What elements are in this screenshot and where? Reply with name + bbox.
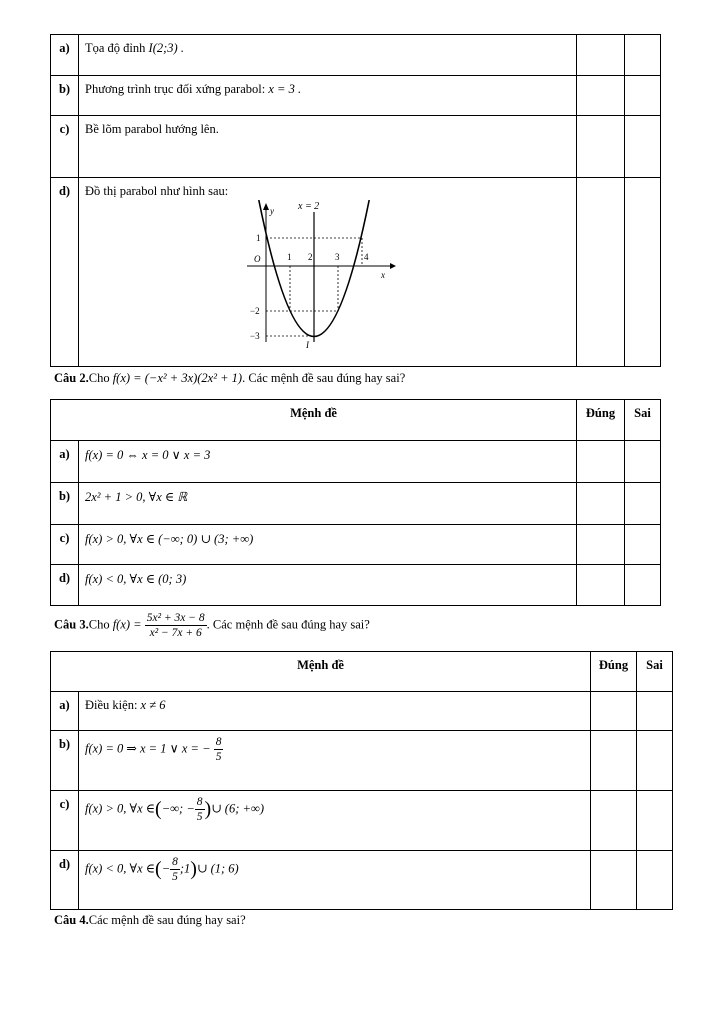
- table-row: [51, 76, 661, 116]
- header-sai: Sai: [637, 652, 673, 692]
- y-tick: 1: [256, 233, 261, 243]
- table-row: [51, 35, 661, 76]
- row-text: Điều kiện:: [85, 698, 141, 712]
- row-label: a): [51, 692, 79, 731]
- sai-cell[interactable]: [637, 692, 673, 731]
- row-math: f(x) > 0, ∀x ∈: [85, 801, 156, 816]
- sai-cell[interactable]: [637, 731, 673, 791]
- row-math: x = 3 .: [268, 82, 302, 96]
- row-text: Tọa độ đỉnh: [85, 41, 149, 55]
- row-label: c): [51, 791, 79, 851]
- question-formula: f(x) = (−x² + 3x)(2x² + 1): [112, 371, 243, 385]
- x-tick: 3: [335, 252, 340, 262]
- row-text: Đồ thị parabol như hình sau:: [85, 184, 229, 198]
- question-4: [54, 913, 246, 928]
- dung-cell[interactable]: [577, 76, 625, 116]
- x-axis-label: x: [381, 270, 385, 280]
- row-label: d): [51, 851, 79, 910]
- table-row: [51, 525, 661, 565]
- row-math: x ≠ 6: [140, 698, 166, 712]
- parabola-graph: [242, 200, 402, 350]
- dung-cell[interactable]: [591, 851, 637, 910]
- row-label: a): [51, 35, 79, 76]
- table-2: [50, 399, 661, 606]
- origin-label: O: [254, 254, 261, 264]
- sai-cell[interactable]: [637, 791, 673, 851]
- dung-cell[interactable]: [577, 116, 625, 178]
- table-3: [50, 651, 673, 910]
- dung-cell[interactable]: [577, 483, 625, 525]
- x-arrow: [390, 263, 396, 269]
- table-row: [51, 178, 661, 367]
- row-label: b): [51, 76, 79, 116]
- table-row: [51, 483, 661, 525]
- sai-cell[interactable]: [637, 851, 673, 910]
- dung-cell[interactable]: [577, 35, 625, 76]
- x-tick: 2: [308, 252, 313, 262]
- table-header: [51, 400, 661, 441]
- table-header: [51, 652, 673, 692]
- row-math: f(x) < 0, ∀x ∈ (0; 3): [79, 565, 577, 606]
- y-axis-label: y: [270, 206, 274, 216]
- row-label: c): [51, 116, 79, 178]
- row-label: a): [51, 441, 79, 483]
- sai-cell[interactable]: [625, 483, 661, 525]
- table-row: [51, 441, 661, 483]
- dung-cell[interactable]: [577, 565, 625, 606]
- sai-cell[interactable]: [625, 76, 661, 116]
- x-tick: 4: [364, 252, 369, 262]
- sai-cell[interactable]: [625, 525, 661, 565]
- question-fraction: $\frac{\text{5x² + 3x − 8}}{\text{x² − 7x + 6}}$: [146, 612, 205, 639]
- y-tick: −3: [250, 331, 260, 341]
- table-1: [50, 34, 661, 367]
- row-math: f(x) = 0 ⇔ x = 0 ∨ x = 3: [79, 441, 577, 483]
- row-math: I(2;3) .: [148, 41, 184, 55]
- row-text: Bề lõm parabol hướng lên.: [85, 122, 219, 136]
- row-label: b): [51, 731, 79, 791]
- question-title: Câu 2.: [54, 371, 89, 385]
- header-menh-de: Mệnh đề: [51, 400, 577, 441]
- table-row: d) f(x) < 0, ∀x ∈(− $\frac{8}{5}$ ;1)∪ (1; 6): [51, 851, 673, 910]
- row-math: 2x² + 1 > 0, ∀x ∈ ℝ: [79, 483, 577, 525]
- dung-cell[interactable]: [591, 731, 637, 791]
- header-sai: Sai: [625, 400, 661, 441]
- x-tick: 1: [287, 252, 292, 262]
- dung-cell[interactable]: [591, 791, 637, 851]
- sai-cell[interactable]: [625, 441, 661, 483]
- question-3: Câu 3.Cho f(x) = $\frac{\text{5x² + 3x − 8}}{\text{x² − 7x + 6}}$ . Các mệnh đề sau đúng hay sai?: [54, 612, 370, 639]
- header-dung: Đúng: [591, 652, 637, 692]
- axis-title: x = 2: [298, 201, 320, 212]
- row-math: f(x) = 0 ⇒ x = 1 ∨ x = −: [85, 741, 211, 756]
- question-text: Các mệnh đề sau đúng hay sai?: [88, 913, 246, 927]
- row-text: Phương trình trục đối xứng parabol:: [85, 82, 269, 96]
- table-row: [51, 565, 661, 606]
- sai-cell[interactable]: [625, 565, 661, 606]
- row-label: d): [51, 178, 79, 367]
- row-math: f(x) > 0, ∀x ∈ (−∞; 0) ∪ (3; +∞): [79, 525, 577, 565]
- dung-cell[interactable]: [577, 525, 625, 565]
- row-label: c): [51, 525, 79, 565]
- question-title: Câu 4.: [54, 913, 89, 927]
- table-row: [51, 116, 661, 178]
- dung-cell[interactable]: [591, 692, 637, 731]
- row-math: f(x) < 0, ∀x ∈: [85, 861, 156, 876]
- y-tick: −2: [250, 306, 260, 316]
- question-2: Câu 2.Cho f(x) = (−x² + 3x)(2x² + 1). Các mệnh đề sau đúng hay sai?: [54, 371, 406, 385]
- dung-cell[interactable]: [577, 441, 625, 483]
- sai-cell[interactable]: [625, 35, 661, 76]
- row-label: d): [51, 565, 79, 606]
- y-arrow: [263, 203, 269, 210]
- sai-cell[interactable]: [625, 116, 661, 178]
- vertex-label: I: [306, 340, 309, 350]
- header-menh-de: Mệnh đề: [51, 652, 591, 692]
- sai-cell[interactable]: [625, 178, 661, 367]
- dung-cell[interactable]: [577, 178, 625, 367]
- question-title: Câu 3.: [54, 617, 89, 632]
- table-row: [51, 692, 673, 731]
- table-row: b) f(x) = 0 ⇒ x = 1 ∨ x = − $\frac{8}{5}$: [51, 731, 673, 791]
- row-label: b): [51, 483, 79, 525]
- header-dung: Đúng: [577, 400, 625, 441]
- table-row: c) f(x) > 0, ∀x ∈(−∞; − $\frac{8}{5}$ )∪ (6; +∞): [51, 791, 673, 851]
